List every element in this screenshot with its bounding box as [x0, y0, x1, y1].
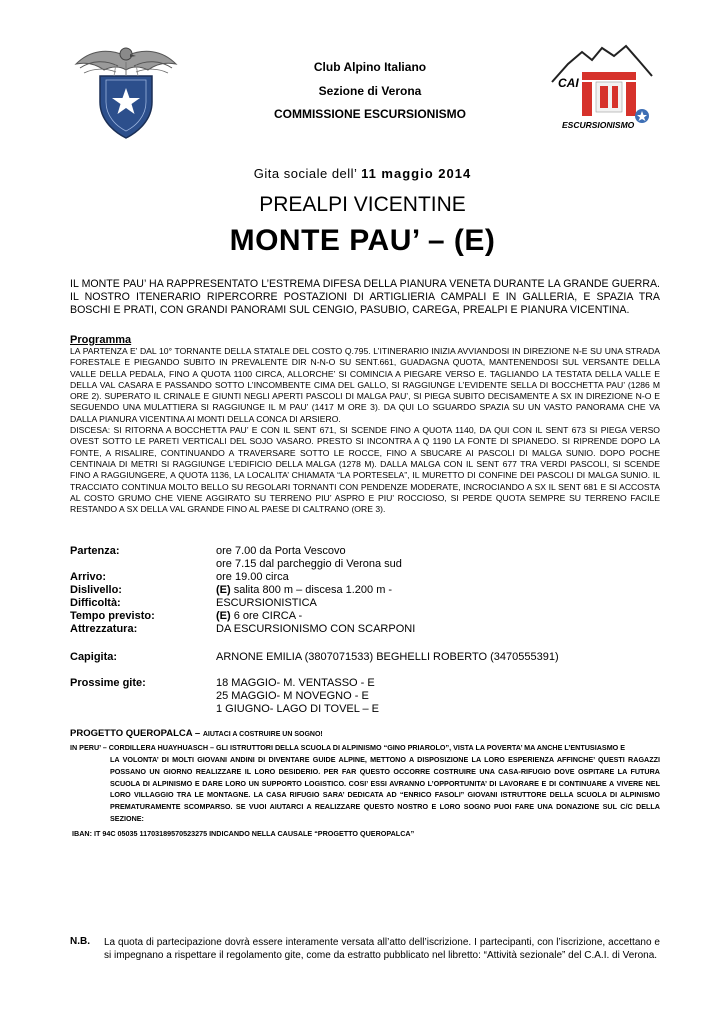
programma-descent: DISCESA: SI RITORNA A BOCCHETTA PAU’ E CON IL SENT 671, SI SCENDE FINO A QUOTA 1140, DA QUI CON IL SENT 673 SI PIEGA VERSO OVEST SOTTO LE PARETI VERTICALI DEL SOJO VASARO. PRESTO SI INCONTRA A Q 1190 LA FONTE DI SPIANEDO. SI RIPRENDE DOPO LA FONTE, A RISALIRE, CONTINUANDO A TRAVERSARE SOTTO LE ROCCE, FINO A SBUCARE AI PASCOLI DI MALGA SUNIO. DOPO POCHE CENTINAIA DI METRI SI RAGGIUNGE L’EDIFICIO DELLA MALGA (1278 M). DALLA MALGA CON IL SENT 677 TRA VERDI PASCOLI, SI SCENDE FINO A RAGGIUNGERE, A QUOTA 1136, LA LOCALITA’ CHIAMATA “LA PORTESELA”, IL MURETTO DI CONFINE DEI PASCOLI DI MALGA SUNIO. IL TRACCIATO CONTINUA MOLTO BELLO SU REGOLARI TORNANTI CON PENDENZE MODERATE, INCROCIANDO A SX IL SENT 681 E SI ACCOSTA AL COSTO GRUMO CHE VIENE AGGIRATO SU TERRENO PIU’ ASPRO E PIU’ ROCCIOSO, SI PERDE QUOTA SEMPRE SU TERRENO FACILE RESTANDO A SX DELLA VAL GRANDE FINO AL PAESE DI CALTRANO (ORE 3). — [70, 425, 660, 515]
section-name: Sezione di Verona — [318, 84, 422, 98]
dislivello-label: Dislivello: — [70, 584, 122, 596]
nb-label: N.B. — [70, 936, 90, 947]
org-name: Club Alpino Italiano — [313, 60, 427, 74]
logo-cai-text: CAI — [558, 76, 579, 90]
dislivello-grade: (E) — [216, 584, 231, 596]
logo-escursionismo-text: ESCURSIONISMO — [562, 120, 635, 130]
tempo-label: Tempo previsto: — [70, 610, 155, 622]
prossime-value-2: 25 MAGGIO- M NOVEGNO - E — [216, 690, 369, 702]
progetto-title: PROGETTO QUEROPALCA – — [70, 728, 203, 739]
attrezzatura-label: Attrezzatura: — [70, 623, 138, 635]
partenza-value-1: ore 7.00 da Porta Vescovo — [216, 545, 346, 557]
tempo-value — [216, 610, 302, 623]
capigita-value: ARNONE EMILIA (3807071533) BEGHELLI ROBERTO (3470555391) — [216, 651, 559, 663]
gita-prefix: Gita sociale dell’ — [253, 166, 362, 181]
arrivo-value: ore 19.00 circa — [216, 571, 289, 583]
subtitle: PREALPI VICENTINE — [259, 193, 466, 216]
programma-ascent: LA PARTENZA E’ DAL 10° TORNANTE DELLA STATALE DEL COSTO Q.795. L’ITINERARIO INIZIA AVVIANDOSI IN DIREZIONE N-E SU UNA STRADA FORESTALE E PIEGANDO SUBITO IN PREVALENTE DIR N-N-O SU SENT.661, GUADAGNA QUOTA, MANTENENDOSI SUL VERSANTE DELLA VALLE DELLA PEDALA, FINO A QUOTA 1100 CIRCA, ALLORCHE’ SI COMINCIA A PIEGARE VERSO E. TAGLIANDO LA TESTATA DELLA VALLE E DELLA VAL CASARA E PASSANDO SOTTO L’INCOMBENTE CIMA DEL GALLO, SI RAGGIUNGE L’EVIDENTE SELLA DI BOCCHETTA PAU’ (1286 M ORE 2). SUPERATO IL CRINALE E GIUNTI NEGLI APERTI PASCOLI DI MALGA PAU’, SI PIEGA SUBITO DECISAMENTE A SX IN DIREZIONE N-O E SEGUENDO UNA MULATTIERA SI RAGGIUNGE IL M PAU’ (1417 M ORE 3). DA QUI LO SGUARDO SPAZIA SU UN VASTO PANORAMA CHE VA DALLA PIANURA VICENTINA AI MONTI DELLA CONCA DI ARSIERO. — [70, 346, 660, 424]
dislivello-text: salita 800 m – discesa 1.200 m - — [230, 584, 393, 596]
progetto-iban: IBAN: IT 94C 05035 11703189570523275 INDICANDO NELLA CAUSALE “PROGETTO QUEROPALCA” — [72, 829, 415, 838]
intro-paragraph: IL MONTE PAU’ HA RAPPRESENTATO L’ESTREMA DIFESA DELLA PIANURA VENETA DURANTE LA GRANDE GUERRA. IL NOSTRO ITENERARIO RIPERCORRE POSTAZIONI DI ARTIGLIERIA CAMPALI E IN GALLERIA, E SPAZIA TRA BOSCHI E PRATI, CON GRANDI PANORAMI SUL CENGIO, PASUBIO, CAREGA, PREALPI E PIANURA VICENTINA. — [70, 278, 660, 316]
prossime-label: Prossime gite: — [70, 677, 146, 689]
partenza-value-2: ore 7.15 dal parcheggio di Verona sud — [216, 558, 402, 570]
programma-text — [70, 346, 660, 515]
cai-emblem-logo — [70, 42, 182, 142]
progetto-heading — [70, 728, 323, 739]
capigita-label: Capigita: — [70, 651, 118, 663]
nb-text: La quota di partecipazione dovrà essere interamente versata all’atto dell’iscrizione. I partecipanti, con l’iscrizione, accettano e si impegnano a rispettare il regolamento gite, come da estratto pubblicato nel libretto: “Attività sezionale” del C.A.I. di Verona. — [104, 937, 660, 961]
prossime-value-1: 18 MAGGIO- M. VENTASSO - E — [216, 677, 375, 689]
details-list — [70, 545, 660, 725]
gita-date-line — [0, 166, 725, 181]
difficolta-label: Difficoltà: — [70, 597, 121, 609]
progetto-slogan: AIUTACI A COSTRUIRE UN SOGNO! — [202, 731, 323, 738]
page-title: MONTE PAU’ – (E) — [229, 224, 496, 257]
difficolta-value: ESCURSIONISTICA — [216, 597, 317, 609]
tempo-text: 6 ore CIRCA - — [230, 610, 303, 622]
tempo-grade: (E) — [216, 610, 231, 622]
progetto-line-1: IN PERU’ – CORDILLERA HUAYHUASCH – GLI ISTRUTTORI DELLA SCUOLA DI ALPINISMO “GINO PRIAROLO”, VISTA LA POVERTA’ MA ANCHE L’ENTUSIASMO E — [70, 743, 626, 752]
commission-name: COMMISSIONE ESCURSIONISMO — [273, 107, 467, 121]
attrezzatura-value: DA ESCURSIONISMO CON SCARPONI — [216, 623, 416, 635]
partenza-label: Partenza: — [70, 545, 120, 557]
programma-heading: Programma — [70, 334, 132, 346]
arrivo-label: Arrivo: — [70, 571, 107, 583]
progetto-body: LA VOLONTA’ DI MOLTI GIOVANI ANDINI DI DIVENTARE GUIDE ALPINE, METTONO A DISPOSIZIONE LA LORO ESPERIENZA AFFINCHE’ QUESTI RAGAZZI POSSANO UN GIORNO REALIZZARE IL LORO DESIDERIO. PER FAR QUESTO OCCORRE COSTRUIRE UNA CASA-RIFUGIO DOVE OSPITARE LA FUTURA SCUOLA DI ALPINISMO E DARE LORO UN SUPPORTO LOGISTICO. COSI’ ESSI AVRANNO L’OPPORTUNITA’ DI LAVORARE E DI CONTINUARE A VIVERE NEL LORO VILLAGGIO TRA LE MONTAGNE. LA CASA RIFUGIO SARA’ DEDICATA AD “ENRICO FASOLI” GIOVANI ISTRUTTORE DELLA SCUOLA DI ALPINISMO PREMATURAMENTE SCOMPARSO. SE VUOI AIUTARCI A REALIZZARE QUESTO NOSTRO E LORO SOGNO PUOI FARE UNA DONAZIONE SUL C/C DELLA SEZIONE: — [110, 755, 660, 823]
prossime-value-3: 1 GIUGNO- LAGO DI TOVEL – E — [216, 703, 380, 715]
dislivello-value — [216, 584, 392, 597]
gita-date: 11 maggio 2014 — [361, 166, 472, 181]
cai-escursionismo-logo — [548, 42, 656, 138]
